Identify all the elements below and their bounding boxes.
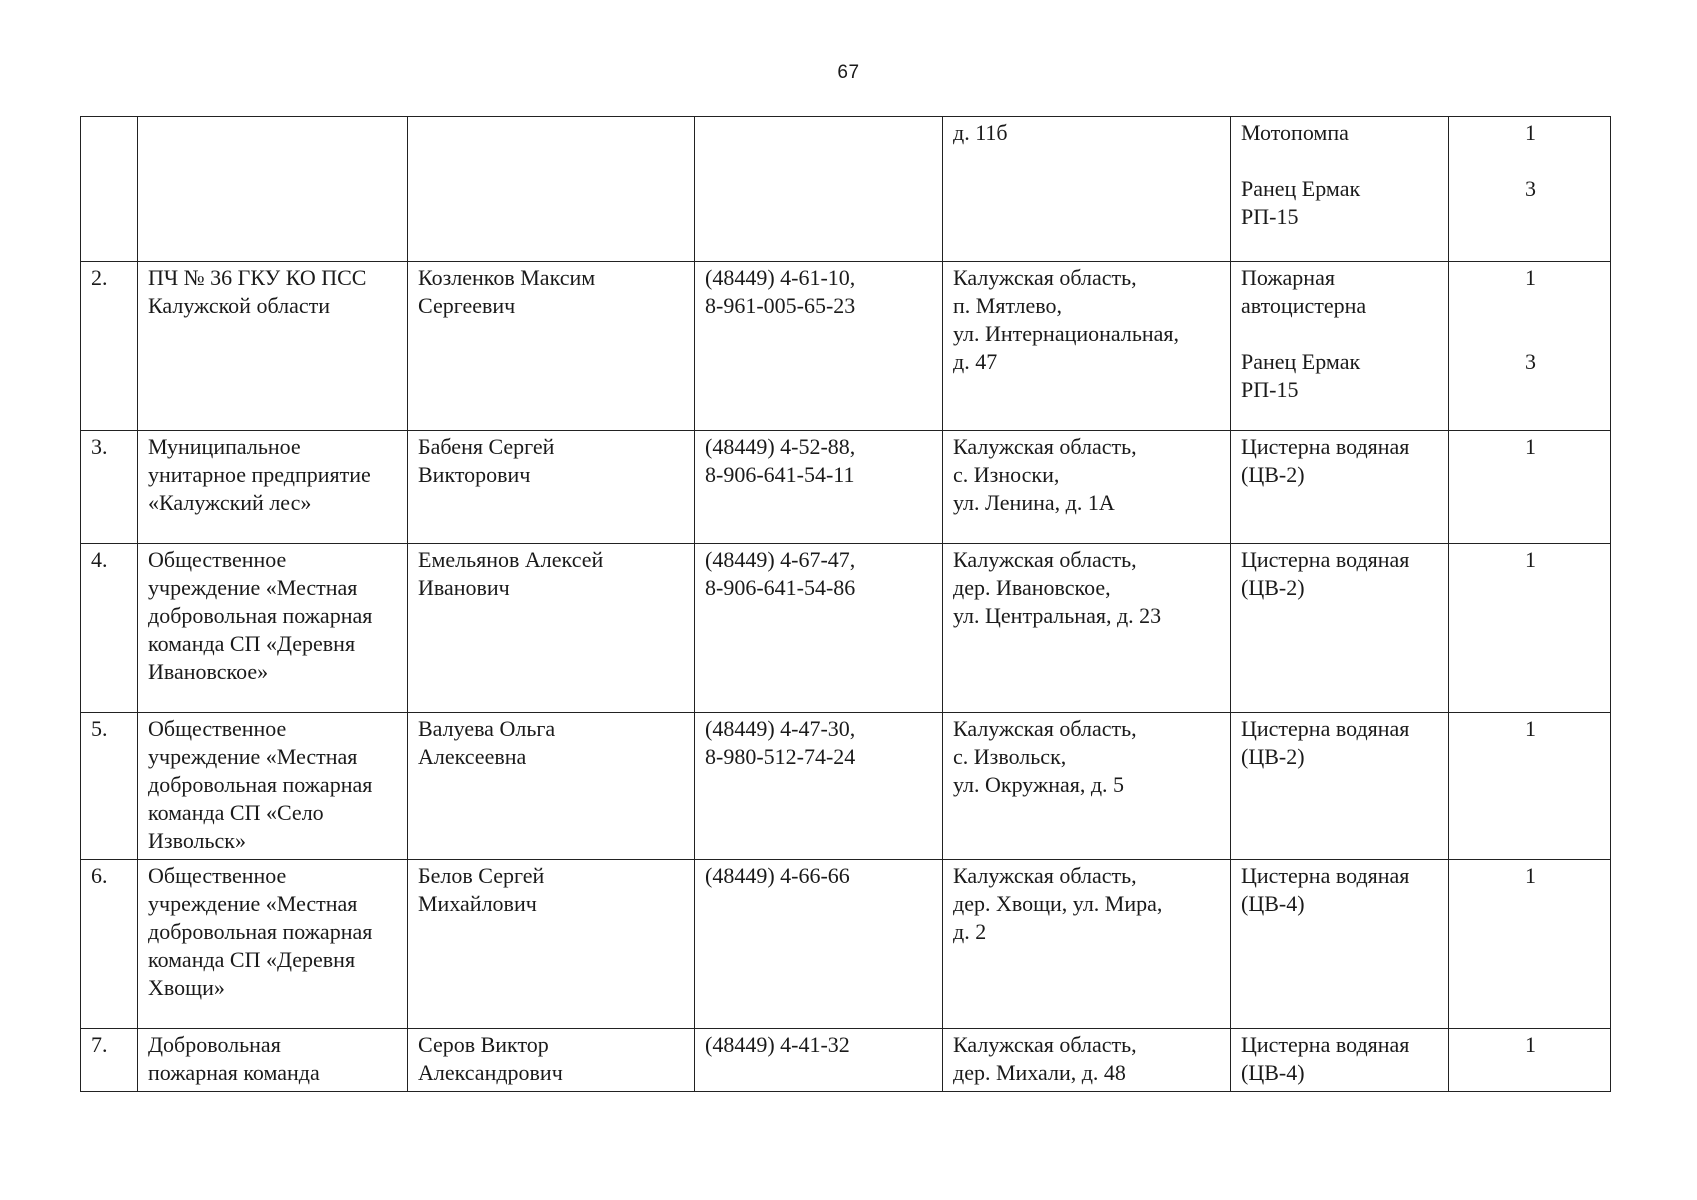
- address-line: Калужская область,: [953, 547, 1137, 572]
- equipment-quantity: 1: [1525, 547, 1536, 572]
- address-line: Калужская область,: [953, 716, 1137, 741]
- table-row: [81, 713, 1611, 860]
- equipment-quantity: 1: [1525, 1032, 1536, 1057]
- quantity-spacer: [1459, 292, 1602, 320]
- address-cell: [943, 544, 1231, 713]
- address-line: ул. Ленина, д. 1А: [953, 490, 1115, 515]
- equipment-quantity: 1: [1525, 716, 1536, 741]
- organization-name-line: Общественное: [148, 547, 287, 572]
- address-line: ул. Центральная, д. 23: [953, 603, 1162, 628]
- equipment-name-line: Ранец Ермак: [1241, 349, 1361, 374]
- fire-equipment-table: [80, 116, 1611, 1092]
- head-name-cell: [408, 860, 695, 1029]
- phone-line: (48449) 4-66-66: [705, 863, 850, 888]
- head-name-line: Серов Виктор: [418, 1032, 549, 1057]
- equipment-cell: [1231, 431, 1449, 544]
- head-name-line: Козленков Максим: [418, 265, 596, 290]
- equipment-name-line: (ЦВ-4): [1241, 1060, 1305, 1085]
- quantity-spacer: [1459, 890, 1602, 918]
- head-name-cell: [408, 713, 695, 860]
- row-number: 4.: [91, 547, 108, 572]
- equipment-name-line: Мотопомпа: [1241, 120, 1349, 145]
- equipment-name-line: Цистерна водяная: [1241, 716, 1410, 741]
- row-number: 2.: [91, 265, 108, 290]
- head-name-line: Михайлович: [418, 891, 537, 916]
- equipment-cell: [1231, 1029, 1449, 1092]
- equipment-quantity: 1: [1525, 120, 1536, 145]
- head-name-line: Емельянов Алексей: [418, 547, 604, 572]
- address-cell: [943, 117, 1231, 262]
- address-line: п. Мятлево,: [953, 293, 1063, 318]
- quantity-spacer: [1459, 376, 1602, 404]
- organization-cell: [138, 117, 408, 262]
- address-line: д. 11б: [953, 120, 1008, 145]
- phone-cell: [695, 431, 943, 544]
- head-name-line: Алексеевна: [418, 744, 527, 769]
- organization-cell: [138, 544, 408, 713]
- head-name-line: Валуева Ольга: [418, 716, 556, 741]
- equipment-cell: [1231, 117, 1449, 262]
- equipment-name-line: РП-15: [1241, 204, 1299, 229]
- row-number-cell: [81, 860, 138, 1029]
- organization-cell: [138, 431, 408, 544]
- address-line: Калужская область,: [953, 434, 1137, 459]
- row-number-cell: [81, 713, 138, 860]
- head-name-line: Белов Сергей: [418, 863, 545, 888]
- address-cell: [943, 262, 1231, 431]
- phone-cell: [695, 860, 943, 1029]
- address-line: Калужская область,: [953, 265, 1137, 290]
- organization-name-line: команда СП «Село: [148, 800, 324, 825]
- equipment-name-line: Ранец Ермак: [1241, 176, 1361, 201]
- head-name-cell: [408, 1029, 695, 1092]
- equipment-quantity: 1: [1525, 434, 1536, 459]
- organization-name-line: Общественное: [148, 863, 287, 888]
- quantity-cell: [1449, 860, 1611, 1029]
- table-row: [81, 431, 1611, 544]
- equipment-name-line: (ЦВ-2): [1241, 575, 1305, 600]
- organization-name-line: добровольная пожарная: [148, 919, 373, 944]
- phone-line: 8-906-641-54-11: [705, 462, 855, 487]
- address-line: с. Износки,: [953, 462, 1060, 487]
- organization-cell: [138, 860, 408, 1029]
- equipment-gap: [1241, 147, 1440, 175]
- table-row: [81, 860, 1611, 1029]
- quantity-gap: [1459, 147, 1602, 175]
- row-number-cell: [81, 431, 138, 544]
- quantity-spacer: [1459, 743, 1602, 771]
- table-row: [81, 117, 1611, 262]
- equipment-name-line: Цистерна водяная: [1241, 1032, 1410, 1057]
- head-name-cell: [408, 431, 695, 544]
- equipment-gap: [1241, 320, 1440, 348]
- quantity-spacer: [1459, 203, 1602, 231]
- quantity-cell: [1449, 262, 1611, 431]
- phone-line: 8-906-641-54-86: [705, 575, 856, 600]
- organization-name-line: Общественное: [148, 716, 287, 741]
- quantity-cell: [1449, 1029, 1611, 1092]
- organization-name-line: ПЧ № 36 ГКУ КО ПСС: [148, 265, 367, 290]
- equipment-name-line: Цистерна водяная: [1241, 434, 1410, 459]
- phone-line: 8-980-512-74-24: [705, 744, 856, 769]
- head-name-line: Бабеня Сергей: [418, 434, 555, 459]
- equipment-quantity: 3: [1525, 176, 1536, 201]
- organization-name-line: Извольск»: [148, 828, 246, 853]
- equipment-quantity: 1: [1525, 863, 1536, 888]
- phone-cell: [695, 262, 943, 431]
- address-line: ул. Интернациональная,: [953, 321, 1180, 346]
- quantity-spacer: [1459, 574, 1602, 602]
- phone-line: (48449) 4-52-88,: [705, 434, 856, 459]
- phone-line: (48449) 4-47-30,: [705, 716, 856, 741]
- organization-name-line: команда СП «Деревня: [148, 631, 356, 656]
- equipment-name-line: РП-15: [1241, 377, 1299, 402]
- row-number: 5.: [91, 716, 108, 741]
- organization-name-line: Ивановское»: [148, 659, 269, 684]
- address-line: Калужская область,: [953, 863, 1137, 888]
- organization-name-line: добровольная пожарная: [148, 603, 373, 628]
- organization-name-line: Муниципальное: [148, 434, 301, 459]
- equipment-name-line: автоцистерна: [1241, 293, 1367, 318]
- page-number: 67: [837, 62, 860, 83]
- organization-name-line: унитарное предприятие: [148, 462, 371, 487]
- organization-cell: [138, 713, 408, 860]
- organization-name-line: пожарная команда: [148, 1060, 320, 1085]
- organization-name-line: Добровольная: [148, 1032, 281, 1057]
- phone-line: 8-961-005-65-23: [705, 293, 856, 318]
- head-name-cell: [408, 544, 695, 713]
- address-line: ул. Окружная, д. 5: [953, 772, 1125, 797]
- organization-cell: [138, 262, 408, 431]
- row-number-cell: [81, 1029, 138, 1092]
- address-cell: [943, 431, 1231, 544]
- head-name-line: Викторович: [418, 462, 531, 487]
- quantity-cell: [1449, 117, 1611, 262]
- phone-cell: [695, 117, 943, 262]
- phone-cell: [695, 544, 943, 713]
- equipment-name-line: (ЦВ-4): [1241, 891, 1305, 916]
- equipment-name-line: (ЦВ-2): [1241, 462, 1305, 487]
- table-row: [81, 1029, 1611, 1092]
- address-line: с. Извольск,: [953, 744, 1067, 769]
- address-cell: [943, 713, 1231, 860]
- table-row: [81, 544, 1611, 713]
- equipment-quantity: 1: [1525, 265, 1536, 290]
- quantity-cell: [1449, 431, 1611, 544]
- quantity-cell: [1449, 713, 1611, 860]
- organization-name-line: учреждение «Местная: [148, 891, 358, 916]
- address-cell: [943, 1029, 1231, 1092]
- row-number-cell: [81, 117, 138, 262]
- equipment-cell: [1231, 544, 1449, 713]
- equipment-cell: [1231, 262, 1449, 431]
- head-name-line: Александрович: [418, 1060, 563, 1085]
- address-line: д. 47: [953, 349, 998, 374]
- equipment-name-line: Цистерна водяная: [1241, 547, 1410, 572]
- equipment-name-line: (ЦВ-2): [1241, 744, 1305, 769]
- quantity-spacer: [1459, 1059, 1602, 1087]
- quantity-cell: [1449, 544, 1611, 713]
- row-number: 3.: [91, 434, 108, 459]
- organization-name-line: учреждение «Местная: [148, 744, 358, 769]
- table-row: [81, 262, 1611, 431]
- head-name-cell: [408, 117, 695, 262]
- equipment-cell: [1231, 713, 1449, 860]
- row-number-cell: [81, 262, 138, 431]
- address-line: дер. Михали, д. 48: [953, 1060, 1126, 1085]
- equipment-name-line: Цистерна водяная: [1241, 863, 1410, 888]
- organization-name-line: Хвощи»: [148, 975, 225, 1000]
- organization-name-line: «Калужский лес»: [148, 490, 312, 515]
- organization-name-line: добровольная пожарная: [148, 772, 373, 797]
- phone-line: (48449) 4-67-47,: [705, 547, 856, 572]
- row-number: 7.: [91, 1032, 108, 1057]
- phone-line: (48449) 4-41-32: [705, 1032, 850, 1057]
- row-number: 6.: [91, 863, 108, 888]
- phone-cell: [695, 713, 943, 860]
- address-line: дер. Хвощи, ул. Мира,: [953, 891, 1163, 916]
- equipment-name-line: Пожарная: [1241, 265, 1335, 290]
- organization-name-line: учреждение «Местная: [148, 575, 358, 600]
- address-line: дер. Ивановское,: [953, 575, 1111, 600]
- address-line: д. 2: [953, 919, 987, 944]
- equipment-quantity: 3: [1525, 349, 1536, 374]
- address-line: Калужская область,: [953, 1032, 1137, 1057]
- phone-cell: [695, 1029, 943, 1092]
- row-number-cell: [81, 544, 138, 713]
- organization-name-line: команда СП «Деревня: [148, 947, 356, 972]
- address-cell: [943, 860, 1231, 1029]
- quantity-gap: [1459, 320, 1602, 348]
- equipment-cell: [1231, 860, 1449, 1029]
- head-name-cell: [408, 262, 695, 431]
- table-body: [81, 117, 1611, 1092]
- head-name-line: Иванович: [418, 575, 510, 600]
- organization-name-line: Калужской области: [148, 293, 330, 318]
- head-name-line: Сергеевич: [418, 293, 516, 318]
- organization-cell: [138, 1029, 408, 1092]
- phone-line: (48449) 4-61-10,: [705, 265, 856, 290]
- quantity-spacer: [1459, 461, 1602, 489]
